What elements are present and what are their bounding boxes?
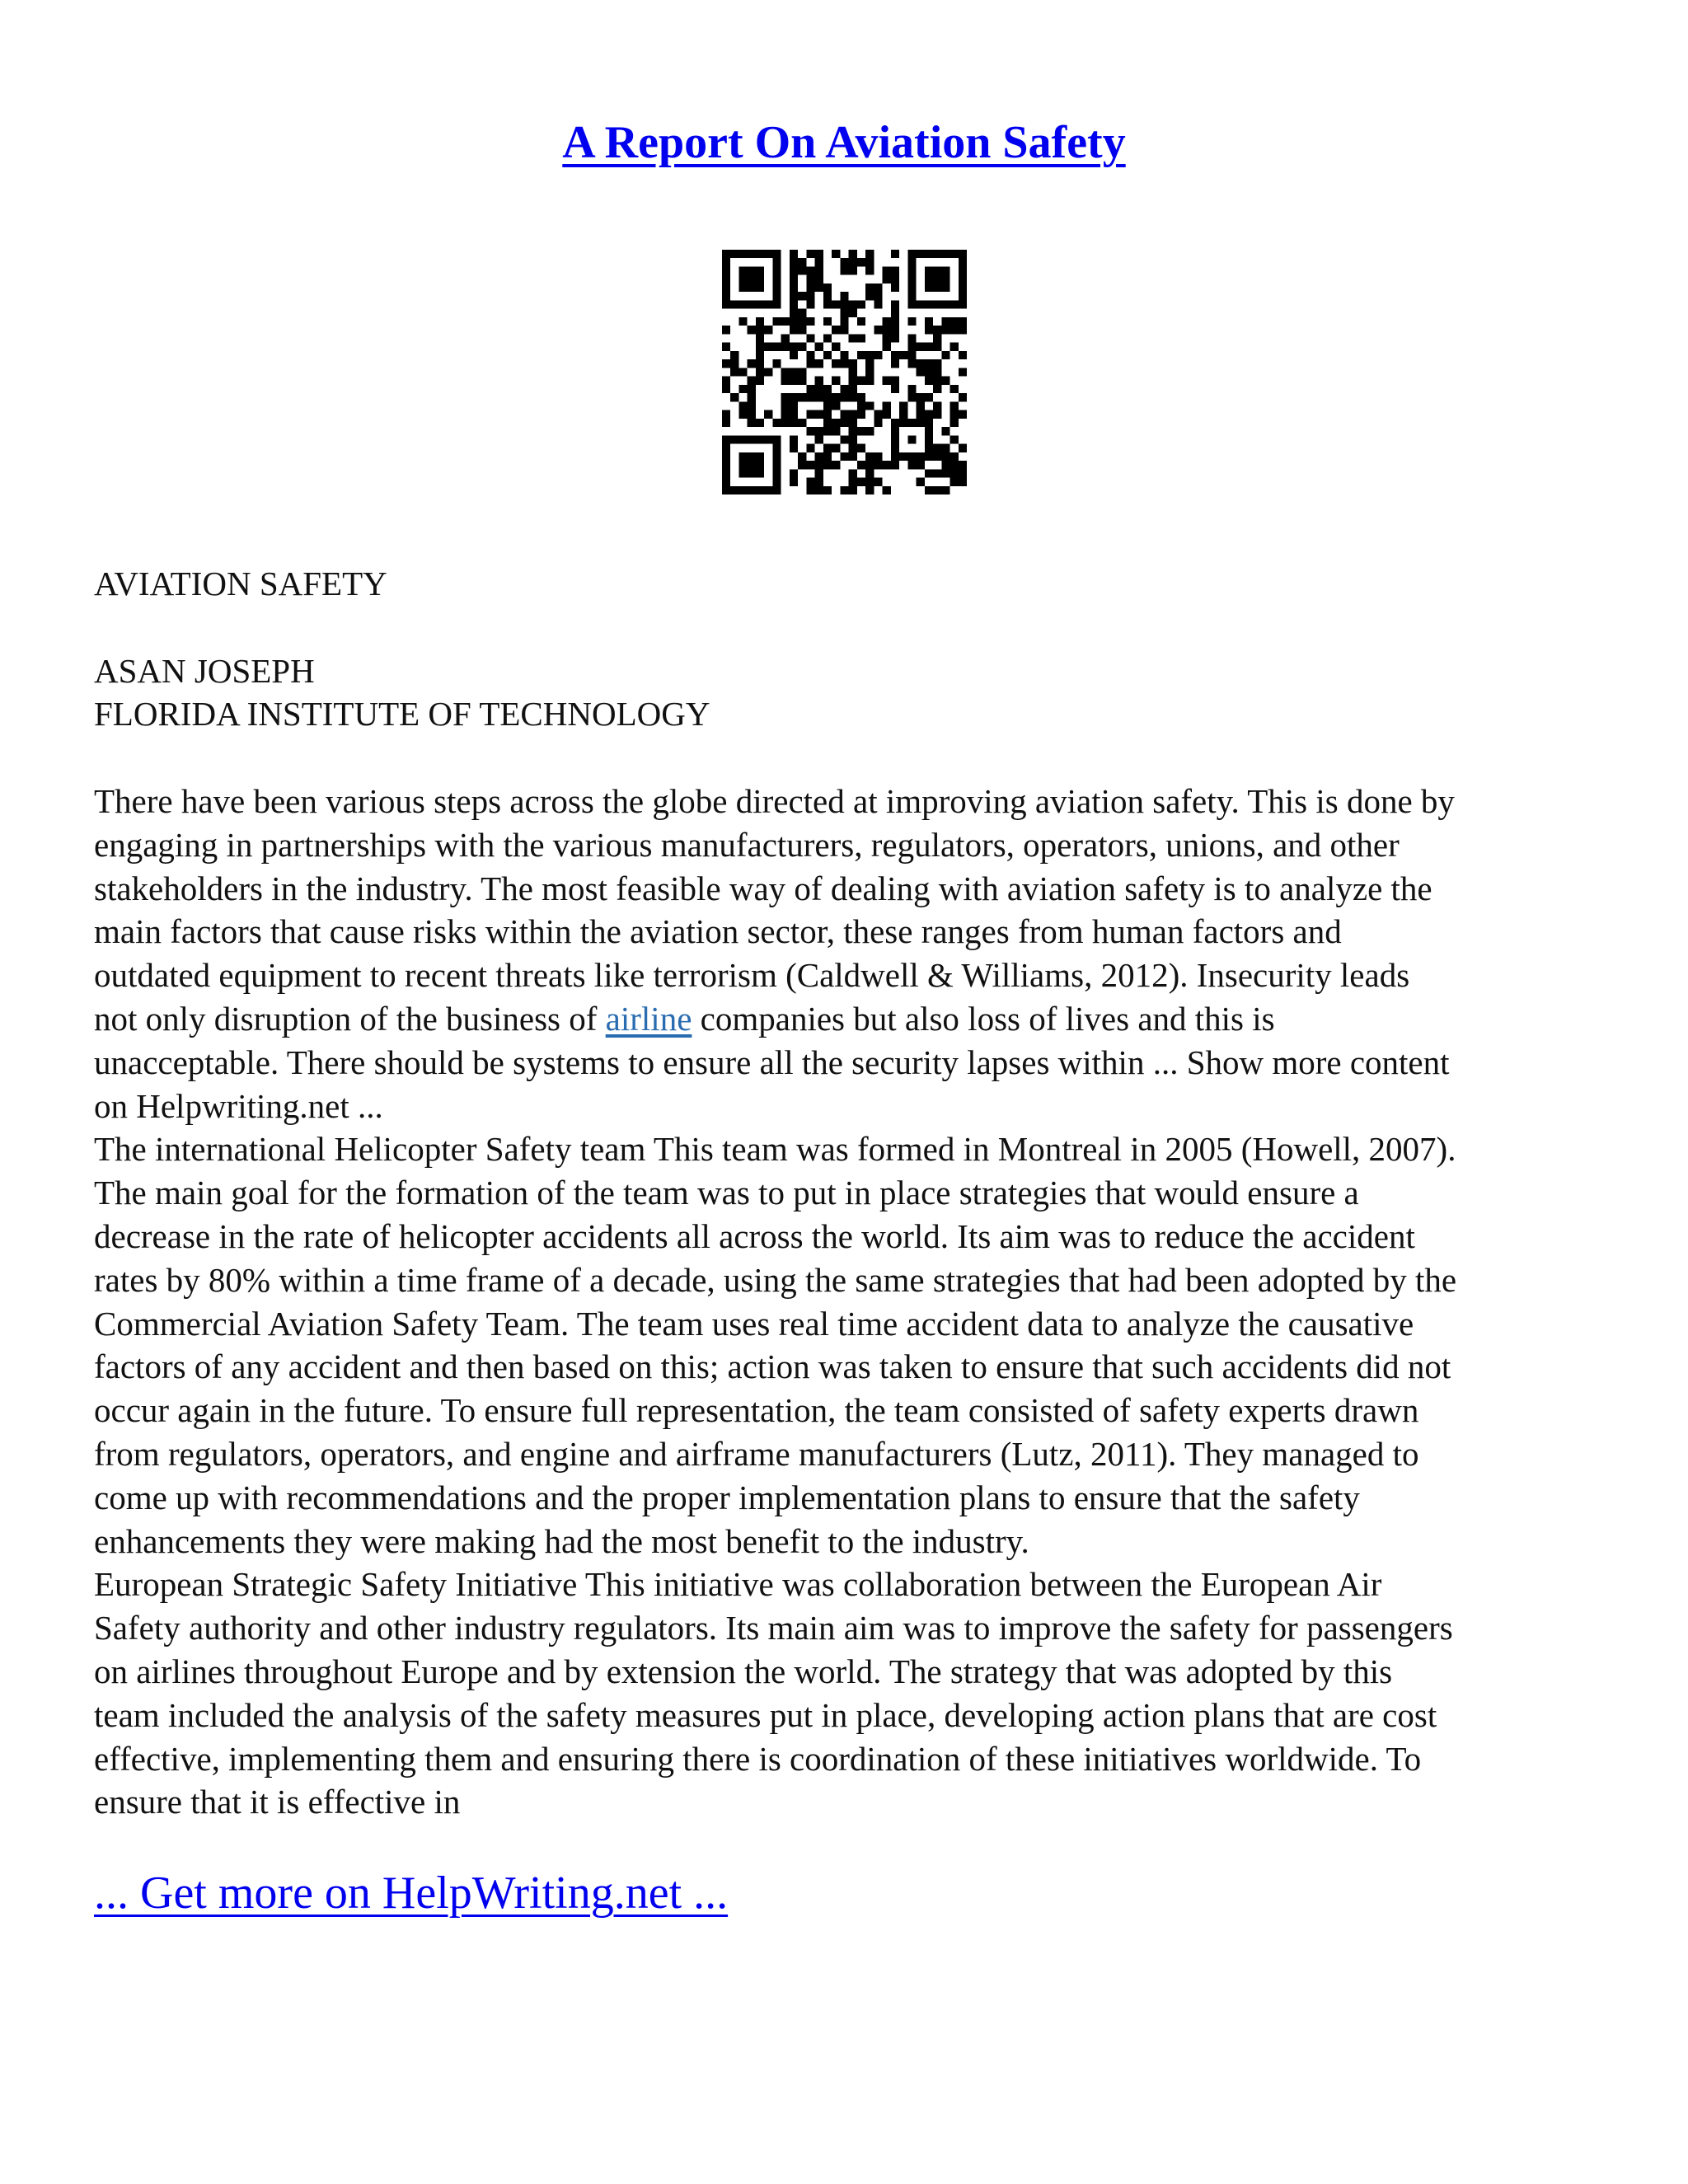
- text-line: Safety authority and other industry regulators. Its main aim was to improve the safety for passengers: [94, 1609, 1453, 1647]
- text-line: enhancements they were making had the most benefit to the industry.: [94, 1521, 1029, 1560]
- text-line: on airlines throughout Europe and by extension the world. The strategy that was adopted by this: [94, 1652, 1393, 1690]
- text-line: outdated equipment to recent threats like terrorism (Caldwell & Williams, 2012). Insecurity leads: [94, 956, 1410, 995]
- document-title: [0, 114, 1688, 171]
- text-line: from regulators, operators, and engine and airframe manufacturers (Lutz, 2011). They managed to: [94, 1434, 1419, 1473]
- text-line: decrease in the rate of helicopter accidents all across the world. Its aim was to reduce the accident: [94, 1216, 1415, 1255]
- text-line: There have been various steps across the globe directed at improving aviation safety. This is done by: [94, 781, 1455, 820]
- paragraph-european-initiative: [94, 1563, 1602, 1824]
- section-heading: AVIATION SAFETY: [94, 565, 387, 602]
- footer: [94, 1864, 728, 1922]
- title-link[interactable]: A Report On Aviation Safety: [562, 117, 1126, 168]
- text-line: European Strategic Safety Initiative This initiative was collaboration between the European Air: [94, 1565, 1382, 1604]
- author-name: ASAN JOSEPH: [94, 651, 315, 690]
- text-line: come up with recommendations and the proper implementation plans to ensure that the safety: [94, 1478, 1360, 1516]
- text-line: engaging in partnerships with the various manufacturers, regulators, operators, unions, and other: [94, 825, 1400, 864]
- get-more-link[interactable]: ... Get more on HelpWriting.net ...: [94, 1868, 729, 1919]
- paragraph-helicopter-safety: [94, 1127, 1602, 1563]
- paragraph-intro: [94, 780, 1602, 1127]
- text-line: The international Helicopter Safety team This team was formed in Montreal in 2005 (Howell, 2007).: [94, 1130, 1456, 1169]
- text-line: rates by 80% within a time frame of a decade, using the same strategies that had been adopted by the: [94, 1260, 1457, 1299]
- text-line-with-link: [94, 997, 1602, 1041]
- text-line: ensure that it is effective in: [94, 1783, 461, 1821]
- author-institution: FLORIDA INSTITUTE OF TECHNOLOGY: [94, 695, 710, 733]
- text-line: factors of any accident and then based on this; action was taken to ensure that such accidents did not: [94, 1347, 1451, 1386]
- text-fragment: companies but also loss of lives and this is: [692, 999, 1275, 1038]
- text-line: effective, implementing them and ensuring there is coordination of these initiatives worldwide. To: [94, 1739, 1422, 1778]
- text-line: on Helpwriting.net ...: [94, 1086, 383, 1125]
- text-line: team included the analysis of the safety measures put in place, developing action plans that are cost: [94, 1695, 1437, 1734]
- airline-link[interactable]: airline: [605, 999, 692, 1038]
- text-line: The main goal for the formation of the team was to put in place strategies that would ensure a: [94, 1174, 1359, 1212]
- text-fragment: not only disruption of the business of: [94, 999, 606, 1038]
- qr-code-icon: [722, 250, 967, 494]
- text-line: stakeholders in the industry. The most feasible way of dealing with aviation safety is to analyze the: [94, 869, 1432, 907]
- text-line: main factors that cause risks within the aviation sector, these ranges from human factors and: [94, 912, 1342, 951]
- document-body: [94, 562, 1602, 1824]
- text-line: Commercial Aviation Safety Team. The team uses real time accident data to analyze the causative: [94, 1304, 1414, 1343]
- text-line: unacceptable. There should be systems to ensure all the security lapses within ... Show more content: [94, 1043, 1450, 1081]
- text-line: occur again in the future. To ensure full representation, the team consisted of safety experts drawn: [94, 1391, 1419, 1430]
